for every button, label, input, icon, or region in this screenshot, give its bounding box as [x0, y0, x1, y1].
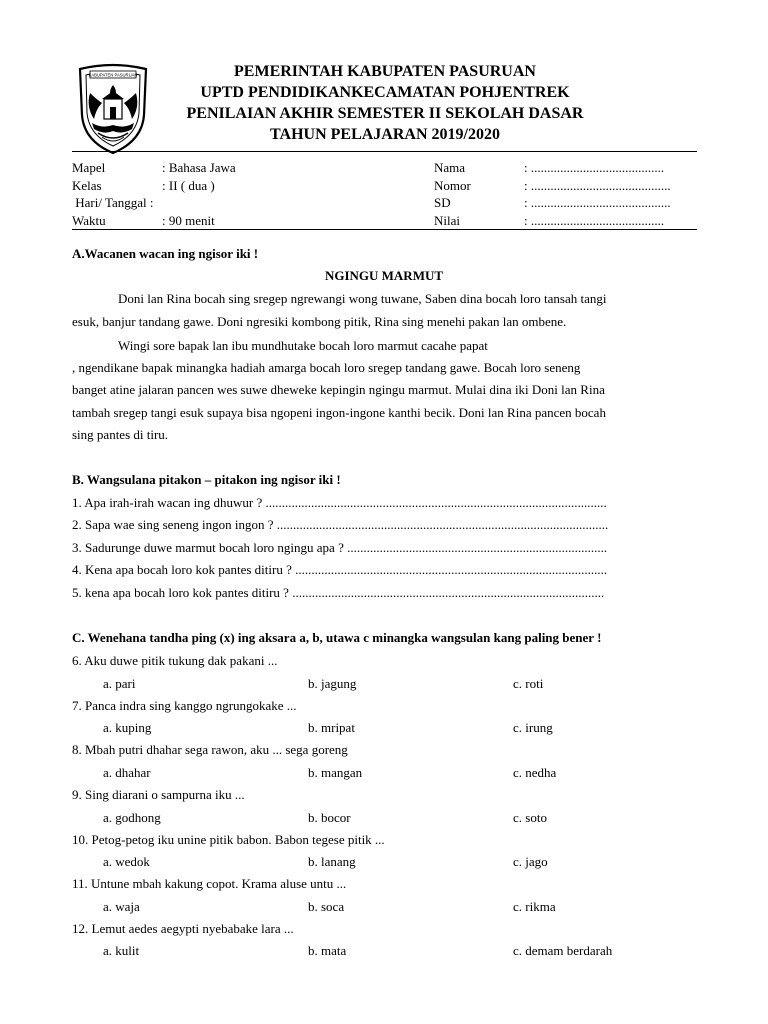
- info-value: : Bahasa Jawa: [162, 160, 236, 175]
- essay-question: 1. Apa irah-irah wacan ing dhuwur ? .........................................................................................................: [72, 495, 607, 510]
- info-value: : 90 menit: [162, 212, 215, 228]
- info-label: SD: [434, 195, 451, 211]
- mc-option-c: c. roti: [513, 676, 544, 691]
- section-a-heading: A.Wacanen wacan ing ngisor iki !: [72, 246, 259, 261]
- reading-line: tambah sregep tangi esuk supaya bisa ngopeni ingon-ingone kanthi becik. Doni lan Rina pancen bocah: [72, 405, 606, 420]
- mc-question: 12. Lemut aedes aegypti nyebabake lara ...: [72, 921, 294, 936]
- info-value: : .........................................: [524, 212, 665, 228]
- mc-option-b: b. lanang: [308, 854, 356, 869]
- essay-question: 4. Kena apa bocah loro kok pantes ditiru ? ................................................................................................: [72, 562, 608, 577]
- regency-crest-logo: [72, 63, 154, 155]
- mc-option-c: c. demam berdarah: [513, 943, 613, 958]
- section-c-heading: C. Wenehana tandha ping (x) ing aksara a, b, utawa c minangka wangsulan kang paling bener !: [72, 630, 602, 645]
- mc-question: 6. Aku duwe pitik tukung dak pakani ...: [72, 653, 278, 668]
- mc-option-a: a. pari: [103, 676, 136, 691]
- mc-option-a: a. waja: [103, 899, 140, 914]
- mc-option-a: a. kulit: [103, 943, 140, 958]
- info-label: Nilai: [434, 212, 460, 228]
- header-line-assessment: PENILAIAN AKHIR SEMESTER II SEKOLAH DASAR: [186, 105, 584, 122]
- mc-option-b: b. soca: [308, 899, 345, 914]
- reading-line: , ngendikane bapak minangka hadiah amarga bocah loro sregep tandang gawe. Bocah loro seneng: [72, 360, 581, 375]
- info-label: Hari/ Tanggal :: [72, 195, 154, 211]
- mc-option-c: c. irung: [513, 720, 553, 735]
- essay-question: 5. kena apa bocah loro kok pantes ditiru ? ................................................................................................: [72, 585, 605, 600]
- reading-line: esuk, banjur tandang gawe. Doni ngresiki kombong pitik, Rina sing menehi pakan lan ombene.: [72, 314, 567, 329]
- mc-question: 9. Sing diarani o sampurna iku ...: [72, 787, 245, 802]
- info-label: Waktu: [72, 212, 106, 228]
- mc-option-b: b. mripat: [308, 720, 355, 735]
- header-divider: [72, 151, 697, 152]
- mc-option-b: b. mata: [308, 943, 347, 958]
- mc-question: 8. Mbah putri dhahar sega rawon, aku ... sega goreng: [72, 742, 348, 757]
- mc-option-a: a. dhahar: [103, 765, 151, 780]
- info-value: : .........................................: [524, 160, 665, 175]
- header-line-school-year: TAHUN PELAJARAN 2019/2020: [270, 126, 500, 143]
- info-value: : II ( dua ): [162, 177, 215, 193]
- exam-header: [160, 61, 610, 145]
- mc-option-c: c. soto: [513, 810, 547, 825]
- reading-line: banget atine jalaran pancen wes suwe dheweke kepingin ngingu marmut. Mulai dina iki Doni lan Rina: [72, 382, 605, 397]
- info-label: Nama: [434, 160, 466, 175]
- mc-question: 7. Panca indra sing kanggo ngrungokake ...: [72, 698, 297, 713]
- mc-question: 10. Petog-petog iku unine pitik babon. Babon tegese pitik ...: [72, 832, 385, 847]
- mc-option-b: b. jagung: [308, 676, 357, 691]
- info-divider: [72, 229, 697, 230]
- mc-option-b: b. mangan: [308, 765, 363, 780]
- section-b-heading: B. Wangsulana pitakon – pitakon ing ngisor iki !: [72, 472, 341, 487]
- header-line-uptd: UPTD PENDIDIKANKECAMATAN POHJENTREK: [200, 84, 570, 101]
- reading-title: NGINGU MARMUT: [324, 268, 444, 283]
- info-value: : ...........................................: [524, 177, 671, 193]
- mc-question: 11. Untune mbah kakung copot. Krama aluse untu ...: [72, 876, 347, 891]
- header-line-government: PEMERINTAH KABUPATEN PASURUAN: [234, 63, 536, 80]
- mc-option-a: a. kuping: [103, 720, 152, 735]
- mc-option-b: b. bocor: [308, 810, 351, 825]
- reading-line: Wingi sore bapak lan ibu mundhutake bocah loro marmut cacahe papat: [118, 338, 488, 353]
- mc-option-c: c. rikma: [513, 899, 556, 914]
- mc-option-a: a. godhong: [103, 810, 161, 825]
- info-value: : ...........................................: [524, 195, 671, 211]
- essay-question: 3. Sadurunge duwe marmut bocah loro ngingu apa ? ................................................................................: [72, 540, 608, 555]
- info-label: Kelas: [72, 177, 102, 193]
- mc-option-c: c. jago: [513, 854, 548, 869]
- svg-text:KABUPATEN PASURUAN: KABUPATEN PASURUAN: [88, 72, 138, 78]
- info-label: Mapel: [72, 160, 106, 175]
- mc-option-a: a. wedok: [103, 854, 150, 869]
- essay-question: 2. Sapa wae sing seneng ingon ingon ? ......................................................................................................: [72, 517, 609, 532]
- info-label: Nomor: [434, 177, 471, 193]
- reading-line: sing pantes di tiru.: [72, 427, 169, 442]
- reading-line: Doni lan Rina bocah sing sregep ngrewangi wong tuwane, Saben dina bocah loro tansah tangi: [118, 291, 607, 306]
- mc-option-c: c. nedha: [513, 765, 557, 780]
